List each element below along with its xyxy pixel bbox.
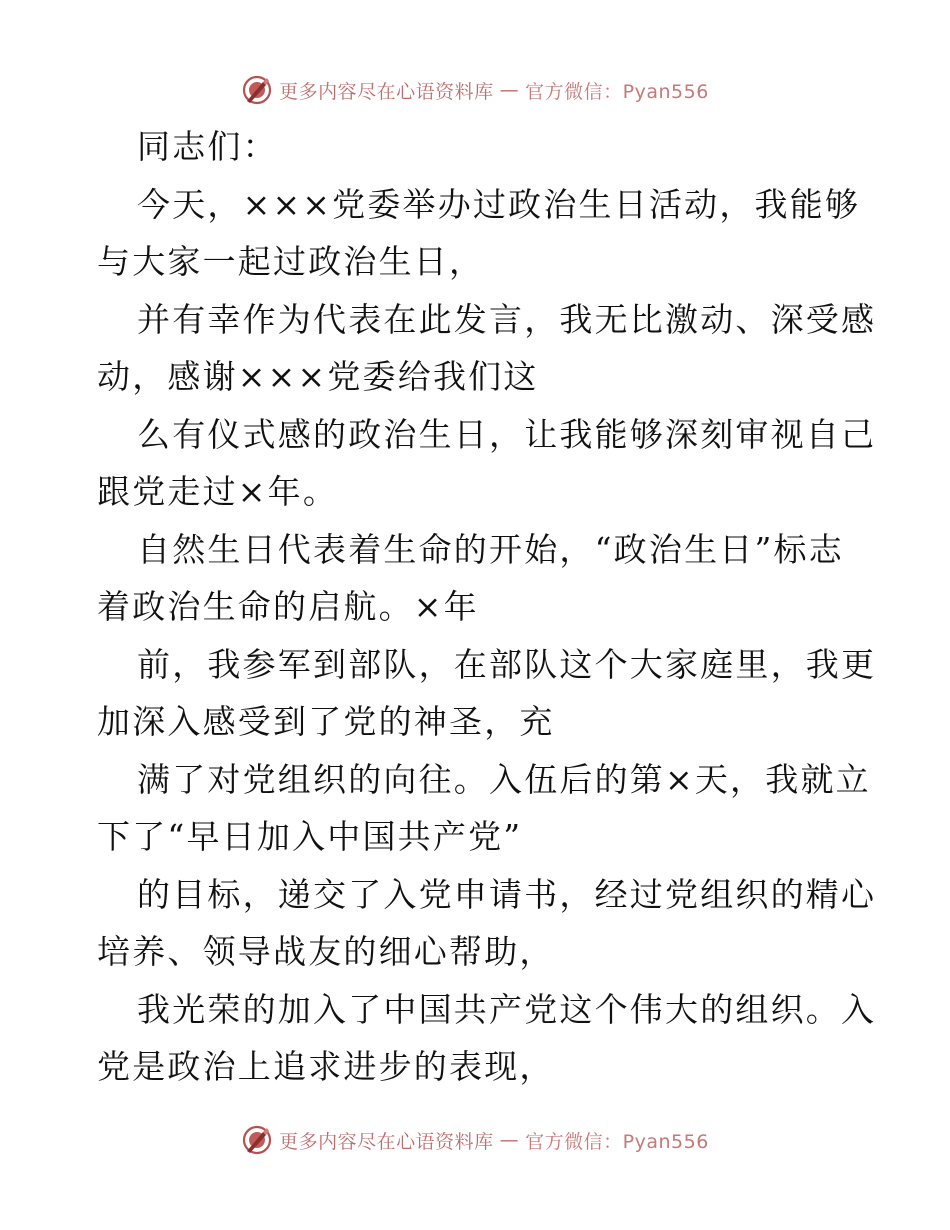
text-line: 的目标，递交了入党申请书，经过党组织的精心: [137, 874, 877, 914]
document-body: [97, 118, 877, 1096]
text-line: 满了对党组织的向往。入伍后的第×天，我就立: [137, 759, 871, 799]
watermark-site-name: 更多内容尽在心语资料库: [279, 80, 494, 103]
watermark-separator: —: [499, 79, 520, 101]
text-line: 同志们：: [137, 127, 278, 166]
text-line: 党是政治上追求进步的表现，: [97, 1047, 555, 1086]
text-line: 我光荣的加入了中国共产党这个伟大的组织。入: [137, 989, 877, 1029]
text-line: 跟党走过×年。: [97, 472, 339, 511]
header-watermark: [0, 70, 950, 110]
text-line: 自然生日代表着生命的开始，“政治生日”标志: [137, 529, 844, 569]
text-line: 么有仪式感的政治生日，让我能够深刻审视自己: [137, 414, 877, 454]
text-line: 与大家一起过政治生日，: [97, 242, 485, 281]
text-line: 下了“早日加入中国共产党”: [97, 817, 523, 856]
pen-seal-icon: [241, 74, 273, 106]
pen-seal-icon: [241, 1124, 273, 1156]
text-line: 着政治生命的启航。×年: [97, 587, 479, 626]
footer-watermark: [0, 1120, 950, 1160]
text-line: 加深入感受到了党的神圣，充: [97, 702, 555, 741]
text-line: 培养、领导战友的细心帮助，: [97, 932, 555, 971]
watermark-separator: —: [499, 1129, 520, 1151]
watermark-site-name: 更多内容尽在心语资料库: [279, 1130, 494, 1153]
watermark-wechat-id: 官方微信：Pyan556: [525, 1130, 709, 1153]
text-line: 并有幸作为代表在此发言，我无比激动、深受感: [137, 299, 877, 339]
text-line: 动，感谢×××党委给我们这: [97, 357, 539, 396]
text-line: 今天，×××党委举办过政治生日活动，我能够: [137, 184, 861, 224]
watermark-wechat-id: 官方微信：Pyan556: [525, 80, 709, 103]
text-line: 前，我参军到部队，在部队这个大家庭里，我更: [137, 644, 877, 684]
